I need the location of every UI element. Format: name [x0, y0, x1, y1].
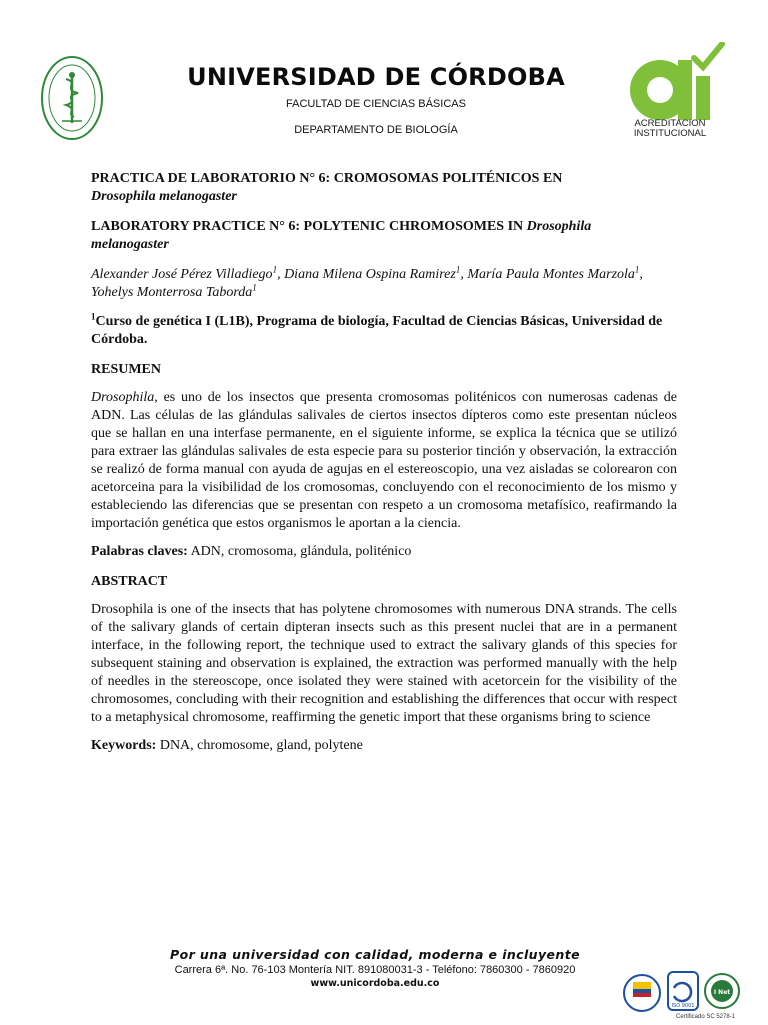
affiliation-marker: 1	[91, 311, 96, 322]
palabras-claves-label: Palabras claves:	[91, 544, 188, 559]
palabras-claves-values: ADN, cromosoma, glándula, politénico	[190, 544, 412, 559]
affiliation-text: Curso de genética I (L1B), Programa de biología, Facultad de Ciencias Básicas, Universidad de Córdoba.	[91, 314, 663, 347]
svg-text:ISO 9001: ISO 9001	[671, 1003, 695, 1009]
author-name: Alexander José Pérez Villadiego	[91, 267, 273, 282]
keywords-values: DNA, chromosome, gland, polytene	[159, 738, 363, 753]
certificate-code: Certificado SC 5278-1	[676, 1014, 736, 1020]
title-english-species-1: Drosophila	[526, 219, 592, 234]
title-english-main: LABORATORY PRACTICE N° 6: POLYTENIC CHROMOSOMES IN	[91, 219, 524, 234]
author-name: Diana Milena Ospina Ramirez	[284, 267, 456, 282]
certification-logos	[622, 968, 744, 1020]
title-english-species-2: melanogaster	[91, 237, 169, 252]
author-affiliation-marker: 1	[252, 282, 257, 293]
resumen-paragraph	[91, 389, 677, 533]
header-block	[150, 62, 602, 137]
author-name: Yohelys Monterrosa Taborda	[91, 285, 253, 300]
affiliation	[91, 313, 677, 349]
abstract-paragraph: Drosophila is one of the insects that has polytene chromosomes with numerous DNA strands. The cells of the salivary glands of certain dipteran insects such as this present nuclei that are in a permanent interface, in the following report, the technique used to extract the salivary glands of this species for subsequent staining and observation is explained, the extraction was performed manually with the help of needles in the stereoscope, once isolated they were stained with acetorcein for the visibility of the chromosomes, concluding with their recognition and establishing the differences that occur with respect to a metaphysical chromosome, reaffirming the genetic import that these organisms bring to science	[91, 602, 677, 725]
author-affiliation-marker: 1	[272, 264, 278, 275]
document-body	[91, 170, 677, 755]
page-footer	[120, 946, 630, 990]
title-english	[91, 218, 677, 254]
svg-text:I Net: I Net	[713, 989, 731, 996]
palabras-claves	[91, 543, 677, 561]
footer-address: Carrera 6ª. No. 76-103 Montería NIT. 891080031-3 - Teléfono: 7860300 - 7860920	[174, 964, 576, 976]
accreditation-label: ACREDITACIÓN INSTITUCIONAL	[633, 119, 707, 139]
resumen-heading: RESUMEN	[91, 362, 162, 377]
university-name: UNIVERSIDAD DE CÓRDOBA	[187, 63, 565, 91]
inet-certification-icon	[705, 974, 739, 1008]
title-spanish-species: Drosophila melanogaster	[91, 189, 237, 204]
department-name: DEPARTAMENTO DE BIOLOGÍA	[294, 124, 458, 136]
keywords-label: Keywords:	[91, 738, 157, 753]
keywords	[91, 737, 677, 755]
author-affiliation-marker: 1	[455, 264, 461, 275]
title-spanish-main: PRACTICA DE LABORATORIO N° 6: CROMOSOMAS POLITÉNICOS EN	[91, 171, 563, 186]
title-spanish	[91, 170, 677, 206]
resumen-text: , es uno de los insectos que presenta cromosomas politénicos con numerosas cadenas de ADN. Las células de las glándulas salivales de ciertos insectos dípteros como este presentan núcleos que se hallan en una interfase permanente, en el siguiente informe, se explica la técnica que se utilizó para extraer las glándulas salivales de esta especie para su posterior tinción y observación, la extracción se realizó de forma manual con ayuda de agujas en el estereoscopio, una vez aisladas se colorearon con acetorceina para la visibilidad de los cromosomas, concluyendo con el reconocimiento de los mismo y estableciendo las diferencias que se presentan con respeto a un cromosoma metafísico, reafirmando la importación genética que estos organismos le aportan a la ciencia.	[91, 390, 677, 531]
iso-certification-icon	[668, 972, 698, 1010]
resumen-lead-word: Drosophila	[91, 390, 155, 405]
colombia-seal-icon	[624, 975, 660, 1011]
university-seal-logo	[40, 55, 104, 141]
abstract-heading: ABSTRACT	[91, 574, 168, 589]
footer-slogan: Por una universidad con calidad, moderna e incluyente	[170, 947, 580, 962]
author-affiliation-marker: 1	[634, 264, 640, 275]
author-name: María Paula Montes Marzola	[467, 267, 635, 282]
author-list: Alexander José Pérez Villadiego$^1$, Diana Milena Ospina Ramirez$^1$, María Paula Montes Marzola$^1$, Yohelys Monterrosa Taborda$^1$	[91, 264, 643, 300]
faculty-name: FACULTAD DE CIENCIAS BÁSICAS	[286, 98, 466, 110]
footer-website: www.unicordoba.edu.co	[310, 978, 440, 989]
